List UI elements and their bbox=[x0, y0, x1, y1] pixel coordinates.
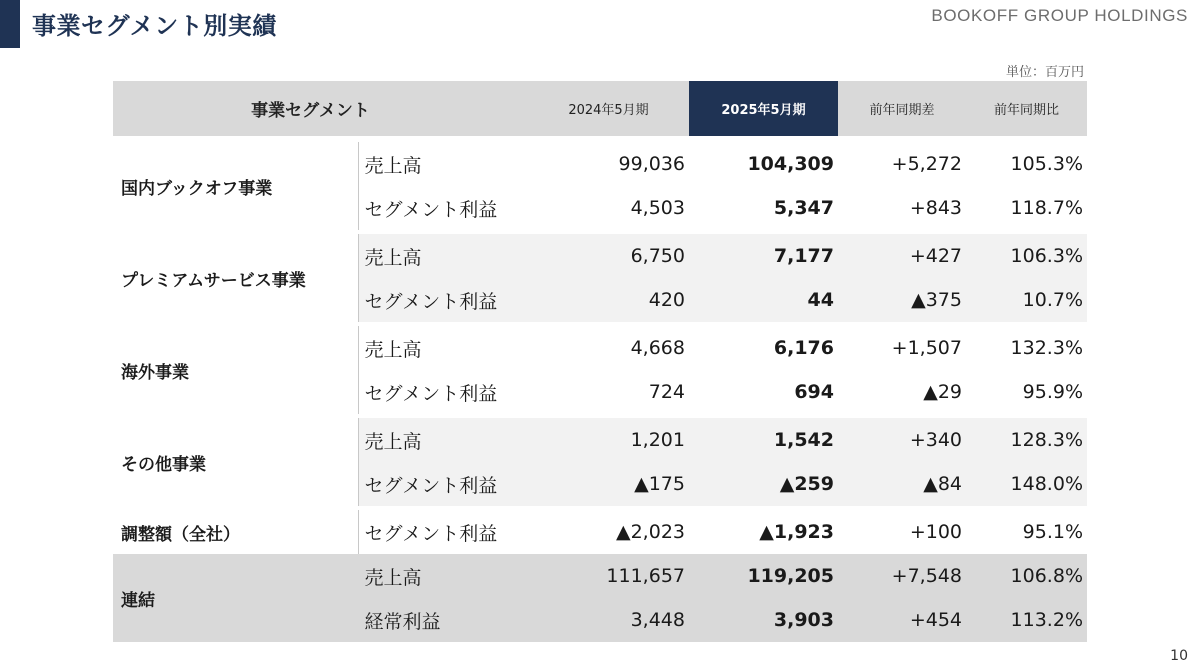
value-yoy-diff: +843 bbox=[909, 197, 962, 219]
value-yoy-ratio: 132.3% bbox=[966, 324, 1087, 370]
line-item: セグメント利益 bbox=[358, 278, 528, 324]
table-header-row bbox=[113, 81, 1087, 139]
line-item: 売上高 bbox=[358, 416, 528, 462]
value-yoy-diff: ▲84 bbox=[838, 462, 966, 508]
value-fy2024: 6,750 bbox=[528, 232, 689, 278]
value-fy2025: 104,309 bbox=[689, 139, 838, 186]
segment-name: 調整額（全社） bbox=[113, 508, 358, 554]
header-segment: 事業セグメント bbox=[113, 81, 528, 139]
value-fy2024: 4,503 bbox=[630, 197, 685, 219]
value-fy2025: ▲259 bbox=[689, 462, 838, 508]
segment-name: 国内ブックオフ事業 bbox=[113, 139, 358, 232]
value-fy2024: 724 bbox=[648, 381, 685, 403]
page-number: 10 bbox=[1170, 648, 1188, 664]
value-fy2025: ▲1,923 bbox=[689, 508, 838, 554]
value-fy2025: 44 bbox=[689, 278, 838, 324]
value-yoy-diff: ▲375 bbox=[838, 278, 966, 324]
table-row bbox=[113, 416, 1087, 462]
segment-results-table bbox=[113, 81, 1087, 642]
value-yoy-diff: +100 bbox=[838, 508, 966, 554]
value-yoy-diff: +340 bbox=[838, 416, 966, 462]
title-accent-bar bbox=[0, 0, 20, 48]
segment-name: 海外事業 bbox=[113, 324, 358, 416]
value-yoy-ratio: 128.3% bbox=[966, 416, 1087, 462]
line-item: セグメント利益 bbox=[358, 186, 528, 232]
value-yoy-diff: +454 bbox=[838, 598, 966, 642]
value-fy2024: 4,668 bbox=[528, 324, 689, 370]
segment-name: 連結 bbox=[113, 554, 358, 642]
line-item: セグメント利益 bbox=[358, 462, 528, 508]
line-item: セグメント利益 bbox=[358, 370, 528, 416]
value-yoy-diff: +7,548 bbox=[838, 554, 966, 598]
value-fy2025: 694 bbox=[794, 381, 834, 403]
value-yoy-diff: +1,507 bbox=[838, 324, 966, 370]
header-yoy-ratio: 前年同期比 bbox=[966, 81, 1087, 139]
header-fy2025: 2025年5月期 bbox=[689, 81, 838, 139]
value-fy2024: 3,448 bbox=[528, 598, 689, 642]
value-fy2024: 420 bbox=[528, 278, 689, 324]
value-fy2025: 1,542 bbox=[689, 416, 838, 462]
table-row bbox=[113, 508, 1087, 554]
segment-name: プレミアムサービス事業 bbox=[113, 232, 358, 324]
value-yoy-diff: ▲29 bbox=[923, 381, 962, 403]
header-fy2024: 2024年5月期 bbox=[528, 81, 689, 139]
table-row bbox=[113, 324, 1087, 370]
table-row bbox=[113, 139, 1087, 186]
value-fy2025: 119,205 bbox=[689, 554, 838, 598]
unit-label: 単位：百万円 bbox=[1005, 65, 1084, 80]
value-yoy-ratio: 118.7% bbox=[1010, 197, 1083, 219]
value-fy2025: 3,903 bbox=[689, 598, 838, 642]
value-yoy-ratio: 106.8% bbox=[966, 554, 1087, 598]
value-fy2025: 6,176 bbox=[689, 324, 838, 370]
segment-name: その他事業 bbox=[113, 416, 358, 508]
line-item: セグメント利益 bbox=[358, 508, 528, 554]
line-item: 売上高 bbox=[358, 324, 528, 370]
company-brand: BOOKOFF GROUP HOLDINGS bbox=[931, 6, 1188, 25]
value-fy2024: 1,201 bbox=[528, 416, 689, 462]
value-yoy-ratio: 105.3% bbox=[966, 139, 1087, 186]
value-yoy-ratio: 113.2% bbox=[966, 598, 1087, 642]
line-item: 経常利益 bbox=[358, 598, 528, 642]
line-item: 売上高 bbox=[358, 232, 528, 278]
line-item: 売上高 bbox=[358, 139, 528, 186]
page-title: 事業セグメント別実績 bbox=[32, 12, 277, 40]
value-yoy-ratio: 95.9% bbox=[1022, 381, 1083, 403]
value-yoy-diff: +427 bbox=[838, 232, 966, 278]
value-fy2024: ▲175 bbox=[528, 462, 689, 508]
value-fy2025: 7,177 bbox=[689, 232, 838, 278]
value-fy2025: 5,347 bbox=[773, 197, 834, 219]
value-yoy-ratio: 106.3% bbox=[966, 232, 1087, 278]
value-fy2024: 111,657 bbox=[528, 554, 689, 598]
value-fy2024: ▲2,023 bbox=[528, 508, 689, 554]
value-fy2024: 99,036 bbox=[528, 139, 689, 186]
header-yoy-diff: 前年同期差 bbox=[838, 81, 966, 139]
value-yoy-ratio: 10.7% bbox=[966, 278, 1087, 324]
table-row bbox=[113, 232, 1087, 278]
value-yoy-ratio: 95.1% bbox=[966, 508, 1087, 554]
line-item: 売上高 bbox=[358, 554, 528, 598]
table-row bbox=[113, 554, 1087, 598]
value-yoy-diff: +5,272 bbox=[838, 139, 966, 186]
value-yoy-ratio: 148.0% bbox=[966, 462, 1087, 508]
